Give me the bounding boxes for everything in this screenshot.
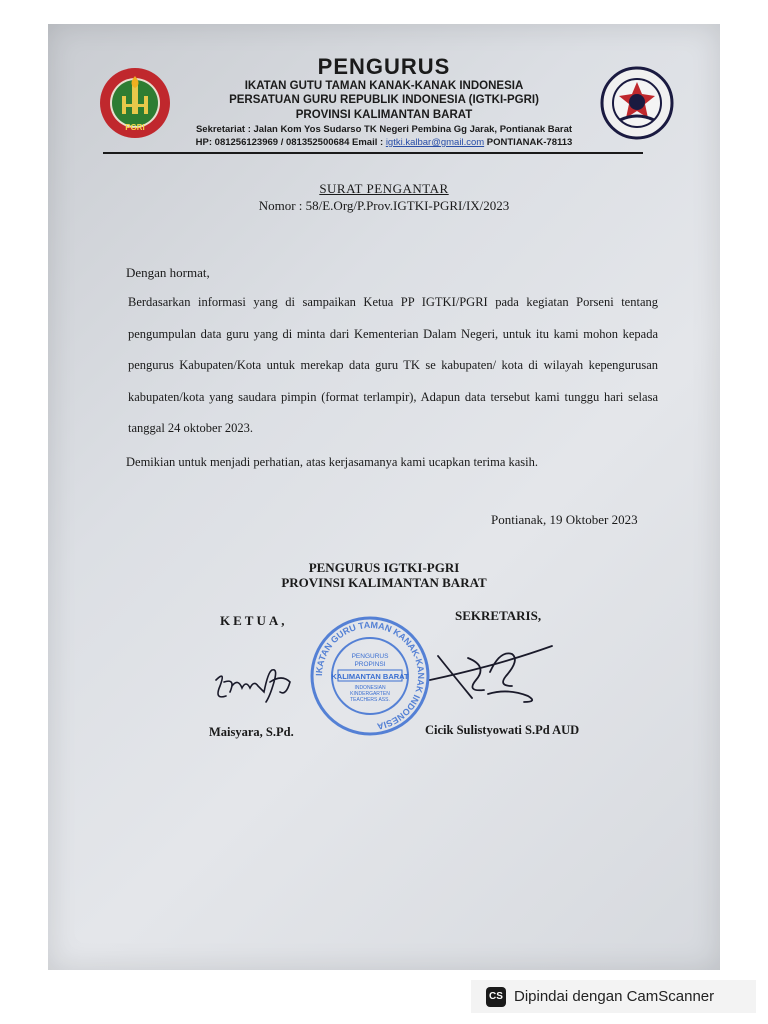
signature-org-line2: PROVINSI KALIMANTAN BARAT — [281, 575, 487, 590]
logo-text: PGRI — [125, 123, 145, 132]
letter-number: Nomor : 58/E.Org/P.Prov.IGTKI-PGRI/IX/2023 — [258, 198, 510, 213]
letterhead-address: Sekretariat : Jalan Kom Yos Sudarso TK Negeri Pembina Gg Jarak, Pontianak Barat — [195, 124, 573, 135]
letterhead-phone: HP: 081256123969 / 081352500684 Email : — [195, 137, 384, 148]
letter-greeting: Dengan hormat, — [126, 265, 210, 280]
letterhead-org-line2: PERSATUAN GURU REPUBLIK INDONESIA (IGTKI-PGRI) — [229, 94, 539, 106]
letterhead-org-line1: IKATAN GUTU TAMAN KANAK-KANAK INDONESIA — [244, 80, 524, 92]
official-stamp-icon — [308, 614, 432, 738]
left-signature-icon — [208, 652, 298, 710]
stamp-line4: INDONESIAN — [354, 685, 386, 691]
stamp-line2: PROPINSI — [354, 661, 386, 668]
stamp-ring-text: IKATAN GURU TAMAN KANAK-KANAK INDONESIA — [313, 619, 427, 732]
letterhead-email[interactable]: igtki.kalbar@gmail.com — [385, 137, 485, 148]
letter-body: Berdasarkan informasi yang di sampaikan Ketua PP IGTKI/PGRI pada kegiatan Porseni tentang pengumpulan data guru yang di minta dari Kementerian Dalam Negeri, untuk itu kami mohon kepada pengurus Kabupaten/Kota untuk merekap data guru TK se kabupaten/ kota di wilayah kepengurusan kabupaten/kota yang saudara pimpin (format terlampir), Adapun data tersebut kami tunggu hari selasa tanggal 24 oktober 2023. — [128, 295, 658, 435]
right-signatory-role: SEKRETARIS, — [455, 608, 542, 623]
stamp-line6: TEACHERS ASS. — [350, 697, 390, 703]
letter-closing: Demikian untuk menjadi perhatian, atas kerjasamanya kami ucapkan terima kasih. — [126, 455, 539, 469]
letterhead-divider — [103, 152, 643, 154]
signature-org-line1: PENGURUS IGTKI-PGRI — [308, 560, 460, 575]
letterhead-contact — [48, 137, 720, 148]
letterhead-title: PENGURUS — [317, 54, 451, 79]
right-signatory-name: Cicik Sulistyowati S.Pd AUD — [425, 723, 580, 737]
camscanner-logo-icon: CS — [486, 987, 506, 1007]
stamp-line1: PENGURUS — [351, 653, 389, 660]
letterhead-postal: PONTIANAK-78113 — [486, 137, 573, 148]
stamp-line3: KALIMANTAN BARAT — [331, 672, 409, 681]
left-signatory-name: Maisyara, S.Pd. — [209, 725, 294, 739]
left-signatory-role: KETUA, — [220, 613, 288, 628]
camscanner-watermark — [471, 980, 756, 1013]
letter-place-date: Pontianak, 19 Oktober 2023 — [491, 512, 638, 527]
scanned-letter — [48, 24, 720, 970]
stamp-line5: KINDERGARTEN — [350, 691, 390, 697]
right-signature-icon — [428, 636, 558, 716]
letterhead-org-line3: PROVINSI KALIMANTAN BARAT — [295, 109, 473, 121]
camscanner-text: Dipindai dengan CamScanner — [514, 988, 715, 1005]
letter-heading: SURAT PENGANTAR — [319, 181, 449, 196]
